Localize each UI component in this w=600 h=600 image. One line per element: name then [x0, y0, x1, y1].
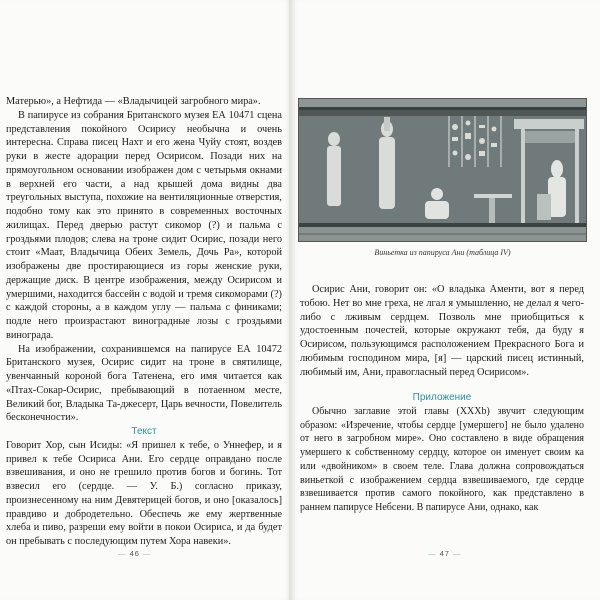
- section-title-text: Текст: [131, 426, 157, 437]
- page-number-right: — 47 —: [428, 549, 462, 558]
- paragraph: Говорит Хор, сын Исиды: «Я пришел к тебе, о Уннефер, и я привел к тебе Осириса Ани. Его сердце оправдано после взвешивания, и оно не грешило против богов и богинь. Тот взвесил его (сердце. — У. Б.) согласно приказу, произнесенному на ним Девятерицей богов, и оно [оказалось] правдиво и добродетельно. Обеспечь же ему жертвенные хлеба и пиво, разреши ему войти в покои Осириса, и да будет он пребывать с последующим путем Хора навеки».: [6, 439, 282, 547]
- section-title-appendix: Приложение: [412, 392, 472, 404]
- book-gutter: [289, 0, 292, 600]
- page-number-left: — 46 —: [118, 549, 152, 558]
- left-page-text: [6, 95, 282, 549]
- paragraph: Матерью», а Нефтида — «Владычицей загробного мира».: [6, 96, 261, 107]
- image-caption: Виньетка из папируса Ани (таблица IV): [374, 248, 511, 257]
- papyrus-vignette-image: [298, 98, 587, 242]
- paragraph: На изображении, сохранившемся на папирусе ЕА 10472 Британского музея, Осирис сидит на троне в святилище, увенчанный короной бога Татенена, его имя читается как «Птах-Сокар-Осирис, пребывающий в потаенном месте, Великий бог, Владыка Та-джесерт, Царь вечности, Повелитель бесконечности».: [6, 343, 282, 424]
- right-page-text: [300, 283, 584, 515]
- paragraph: Осирис Ани, говорит он: «О владыка Аменти, вот я перед тобою. Нет во мне греха, не лгал я умышленно, не делал я чего-либо с лживым сердцем. Позволь мне приобщиться к удостоенным почестей, которые окружают тебя, да буду я Осирисом, пользующимся расположением Прекрасного Бога и любимым господином мира, [я] — царский писец истинный, любимый им, Ани, правогласный перед Осирисом».: [300, 284, 584, 378]
- paragraph: В папирусе из собрания Британского музея ЕА 10471 сцена представления покойного Осирису необычна и очень интересна. Справа писец Нахт и его жена Чуйу стоят, воздев руки в жесте адорации перед Осирисом. Позади них на прямоугольном основании изображен дом с четырьмя окнами в верхней его части, а над крышей дома видны два треугольных выступа, похожие на вентиляционные отверстия, подобно тому как это принято в современных восточных жилищах. Перед дверью растут сикомор (?) и пальма с гроздьями плодов; слева на троне сидит Осирис, позади него стоит «Маат, Владычица Обеих Земель, Дочь Ра», которой изображены две простирающиеся из горы женские руки, держащие диск. В центре изображения, между Осирисом и умершими, находится бассейн с водой и тремя сикоморами (?) с каждой стороны, а в каждом углу — пальма с финиками; подле него произрастают виноградные лозы с гроздьями винограда.: [6, 109, 282, 341]
- paragraph: Обычно заглавие этой главы (XXXb) звучит следующим образом: «Изречение, чтобы сердце [умершего] не было удалено от него в загробном мире». Оно составлено в виде обращения умершего к собственному сердцу, которое он именует своим ка или «двойником» в своем теле. Глава должна сопровождаться виньеткой с изображением сердца взвешиваемого, где сердце взвешивается против самого покойного, как представлено в раннем папирусе Небсени. В папирусе Ани, однако, как: [300, 406, 584, 513]
